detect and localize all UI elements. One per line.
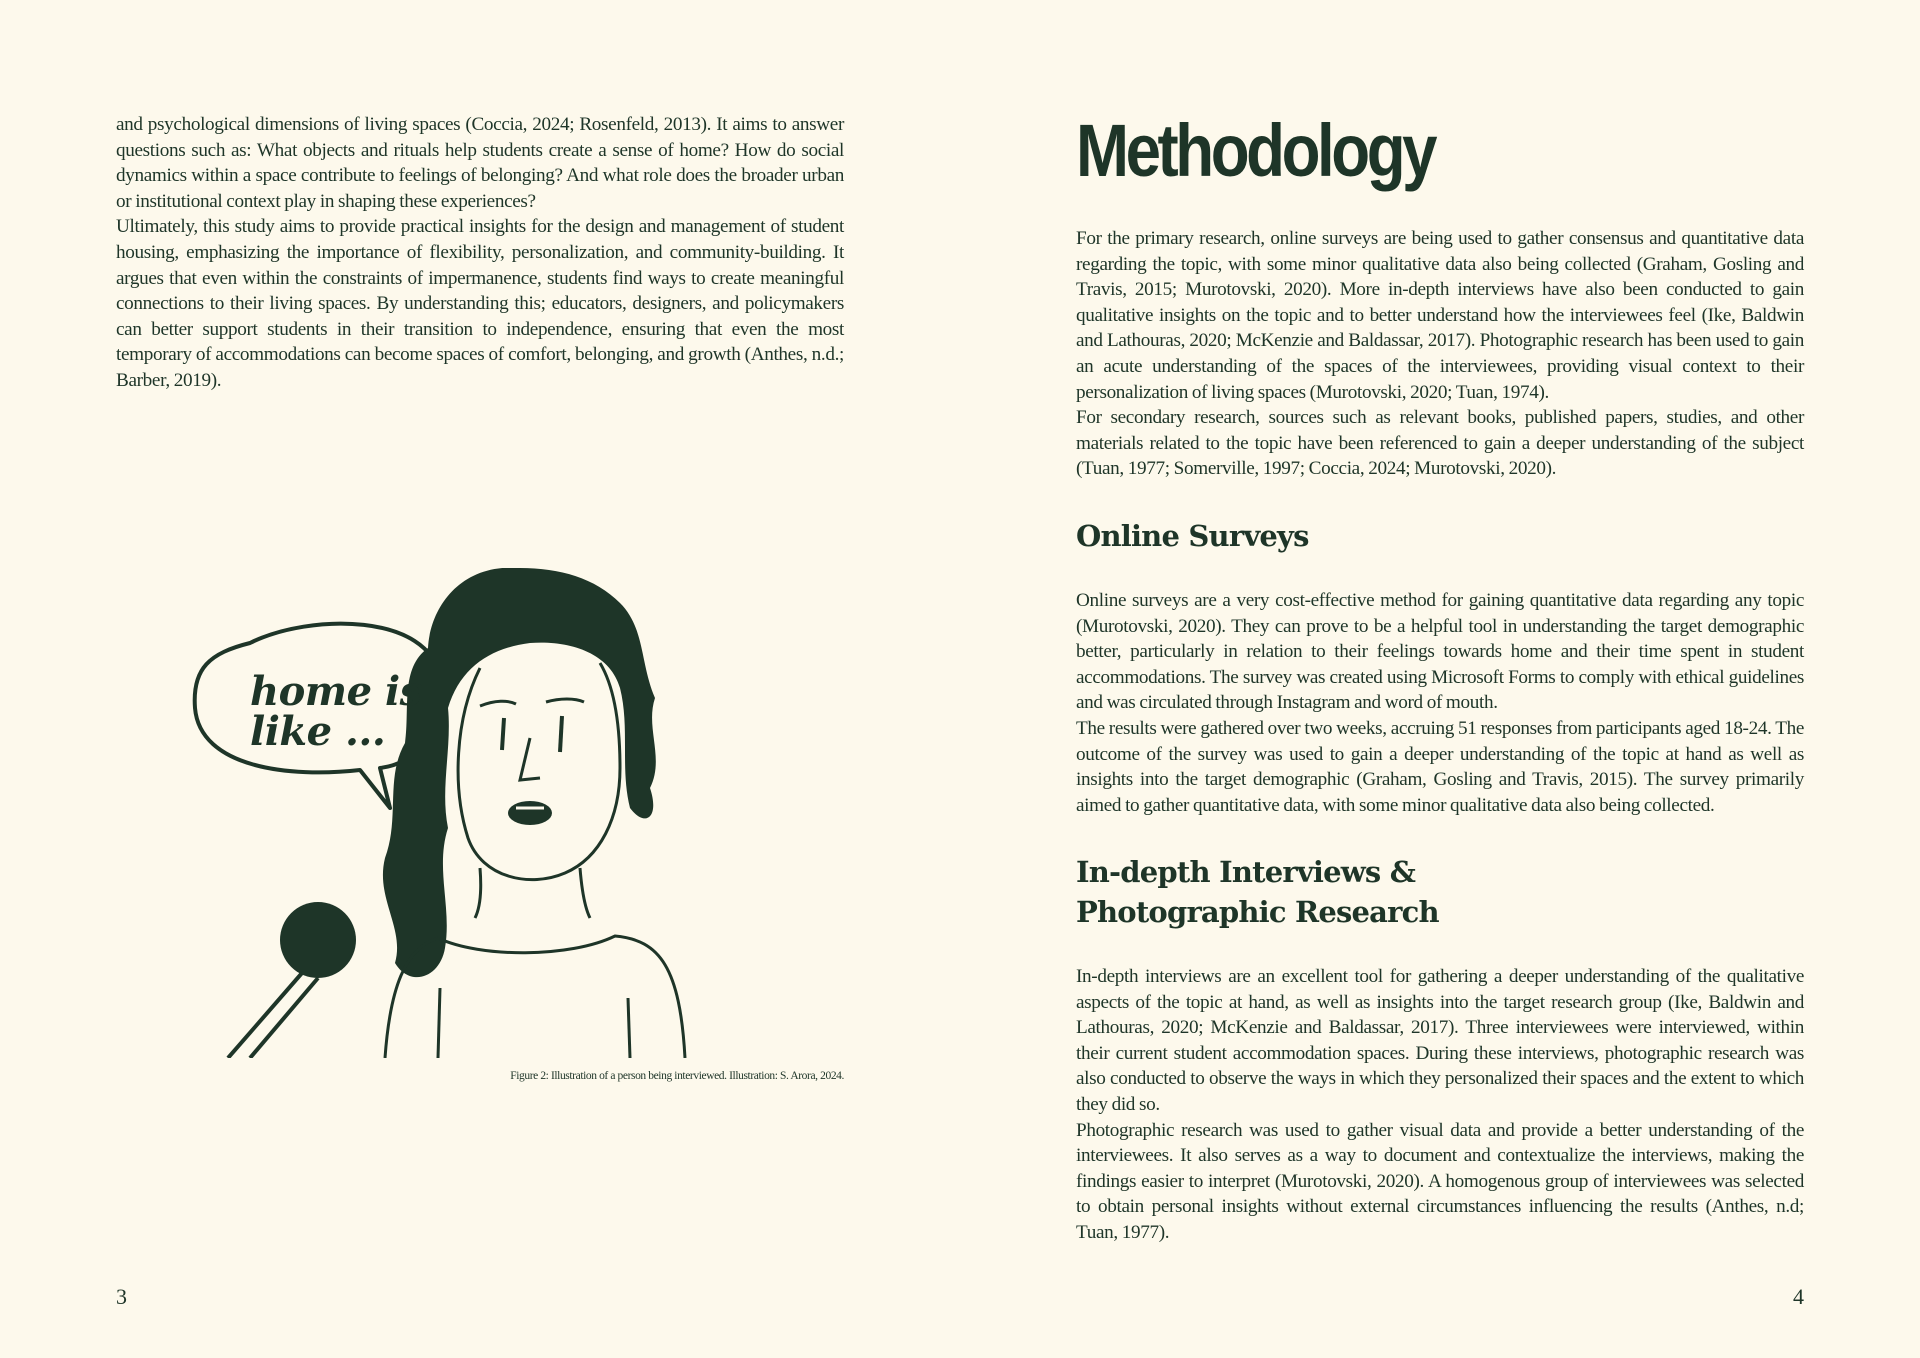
left-eyebrow: [480, 701, 516, 706]
right-page: [960, 0, 1920, 1358]
page-title: Methodology: [1076, 109, 1435, 192]
right-eye: [560, 716, 562, 752]
online-surveys-block: [1076, 588, 1804, 818]
methodology-paragraph: For secondary research, sources such as relevant books, published papers, studies, and other materials related to the topic have been referenced to gain a deeper understanding of the subject (Tuan, 1977; Somerville, 1997; Coccia, 2024; Murotovski, 2020).: [1076, 407, 1804, 480]
intro-paragraph: and psychological dimensions of living spaces (Coccia, 2024; Rosenfeld, 2013). It aims to answer questions such as: What objects and rituals help students create a sense of home? How do social dynamics within a space contribute to feelings of belonging? And what role does the broader urban or institutional context play in shaping these experiences?: [116, 114, 844, 212]
interview-illustration: [190, 568, 830, 1058]
section-heading-interviews: [1076, 852, 1676, 932]
interviews-block: [1076, 964, 1804, 1246]
speech-bubble-line: home is: [250, 668, 422, 715]
mouth: [508, 801, 552, 825]
heading-line: Photographic Research: [1076, 895, 1439, 929]
interviews-paragraph: In-depth interviews are an excellent tool for gathering a deeper understanding of the qualitative aspects of the topic at hand, as well as insights into the target research group (Ike, Baldwin and Lathouras, 2020; McKenzie and Baldassar, 2017). Three interviewees were interviewed, within their current student accommodation spaces. During these interviews, photographic research was also conducted to observe the ways in which they personalized their spaces and the extent to which they did so.: [1076, 966, 1804, 1115]
page-number: 4: [1793, 1284, 1804, 1309]
right-eyebrow: [546, 699, 584, 702]
page-number: 3: [116, 1284, 127, 1309]
neck: [475, 868, 590, 918]
heading-line: In-depth Interviews &: [1076, 855, 1416, 889]
surveys-paragraph: The results were gathered over two weeks, accruing 51 responses from participants aged 18-24. The outcome of the survey was used to gain a deeper understanding of the topic at hand as well as insights into the target demographic (Graham, Gosling and Travis, 2015). The survey primarily aimed to gather quantitative data, with some minor qualitative data also being collected.: [1076, 717, 1804, 816]
microphone-icon: [280, 902, 356, 978]
face-outline: [458, 663, 620, 880]
figure-caption: Figure 2: Illustration of a person being interviewed. Illustration: S. Arora, 2024.: [510, 1070, 844, 1082]
speech-bubble-line: like ...: [250, 708, 386, 755]
intro-text-block: [116, 112, 844, 394]
methodology-paragraph: For the primary research, online surveys are being used to gather consensus and quantitative data regarding the topic, with some minor qualitative data also being collected (Graham, Gosling and Travis, 2015; Murotovski, 2020). More in-depth interviews have also been conducted to gain qualitative insights on the topic and to better understand how the interviewees feel (Ike, Baldwin and Lathouras, 2020; McKenzie and Baldassar, 2017). Photographic research has been used to gain an acute understanding of the spaces of the interviewees, providing visual context to their personalization of living spaces (Murotovski, 2020; Tuan, 1974).: [1076, 228, 1804, 403]
surveys-paragraph: Online surveys are a very cost-effective method for gaining quantitative data regarding any topic (Murotovski, 2020). They can prove to be a helpful tool in understanding the target demographic better, particularly in relation to their feelings towards home and their time spent in student accommodations. The survey was created using Microsoft Forms to comply with ethical guidelines and was circulated through Instagram and word of mouth.: [1076, 590, 1804, 714]
hair: [383, 568, 656, 977]
interviews-paragraph: Photographic research was used to gather visual data and provide a better understanding of the interviewees. It also serves as a way to document and contextualize the interviews, making the findings easier to interpret (Murotovski, 2020). A homogenous group of interviewees was selected to obtain personal insights without external circumstances influencing the results (Anthes, n.d; Tuan, 1977).: [1076, 1119, 1804, 1243]
speech-bubble-text: [250, 668, 422, 755]
nose: [520, 738, 540, 780]
section-heading-online-surveys: Online Surveys: [1076, 519, 1309, 553]
intro-paragraph: Ultimately, this study aims to provide practical insights for the design and management of student housing, emphasizing the importance of flexibility, personalization, and community-building. It argues that even within the constraints of impermanence, students find ways to create meaningful connections to their living spaces. By understanding this; educators, designers, and policymakers can better support students in their transition to independence, ensuring that even the most temporary of accommodations can become spaces of comfort, belonging, and growth (Anthes, n.d.; Barber, 2019).: [116, 216, 844, 391]
methodology-intro-block: [1076, 226, 1804, 482]
left-eye: [502, 718, 504, 750]
